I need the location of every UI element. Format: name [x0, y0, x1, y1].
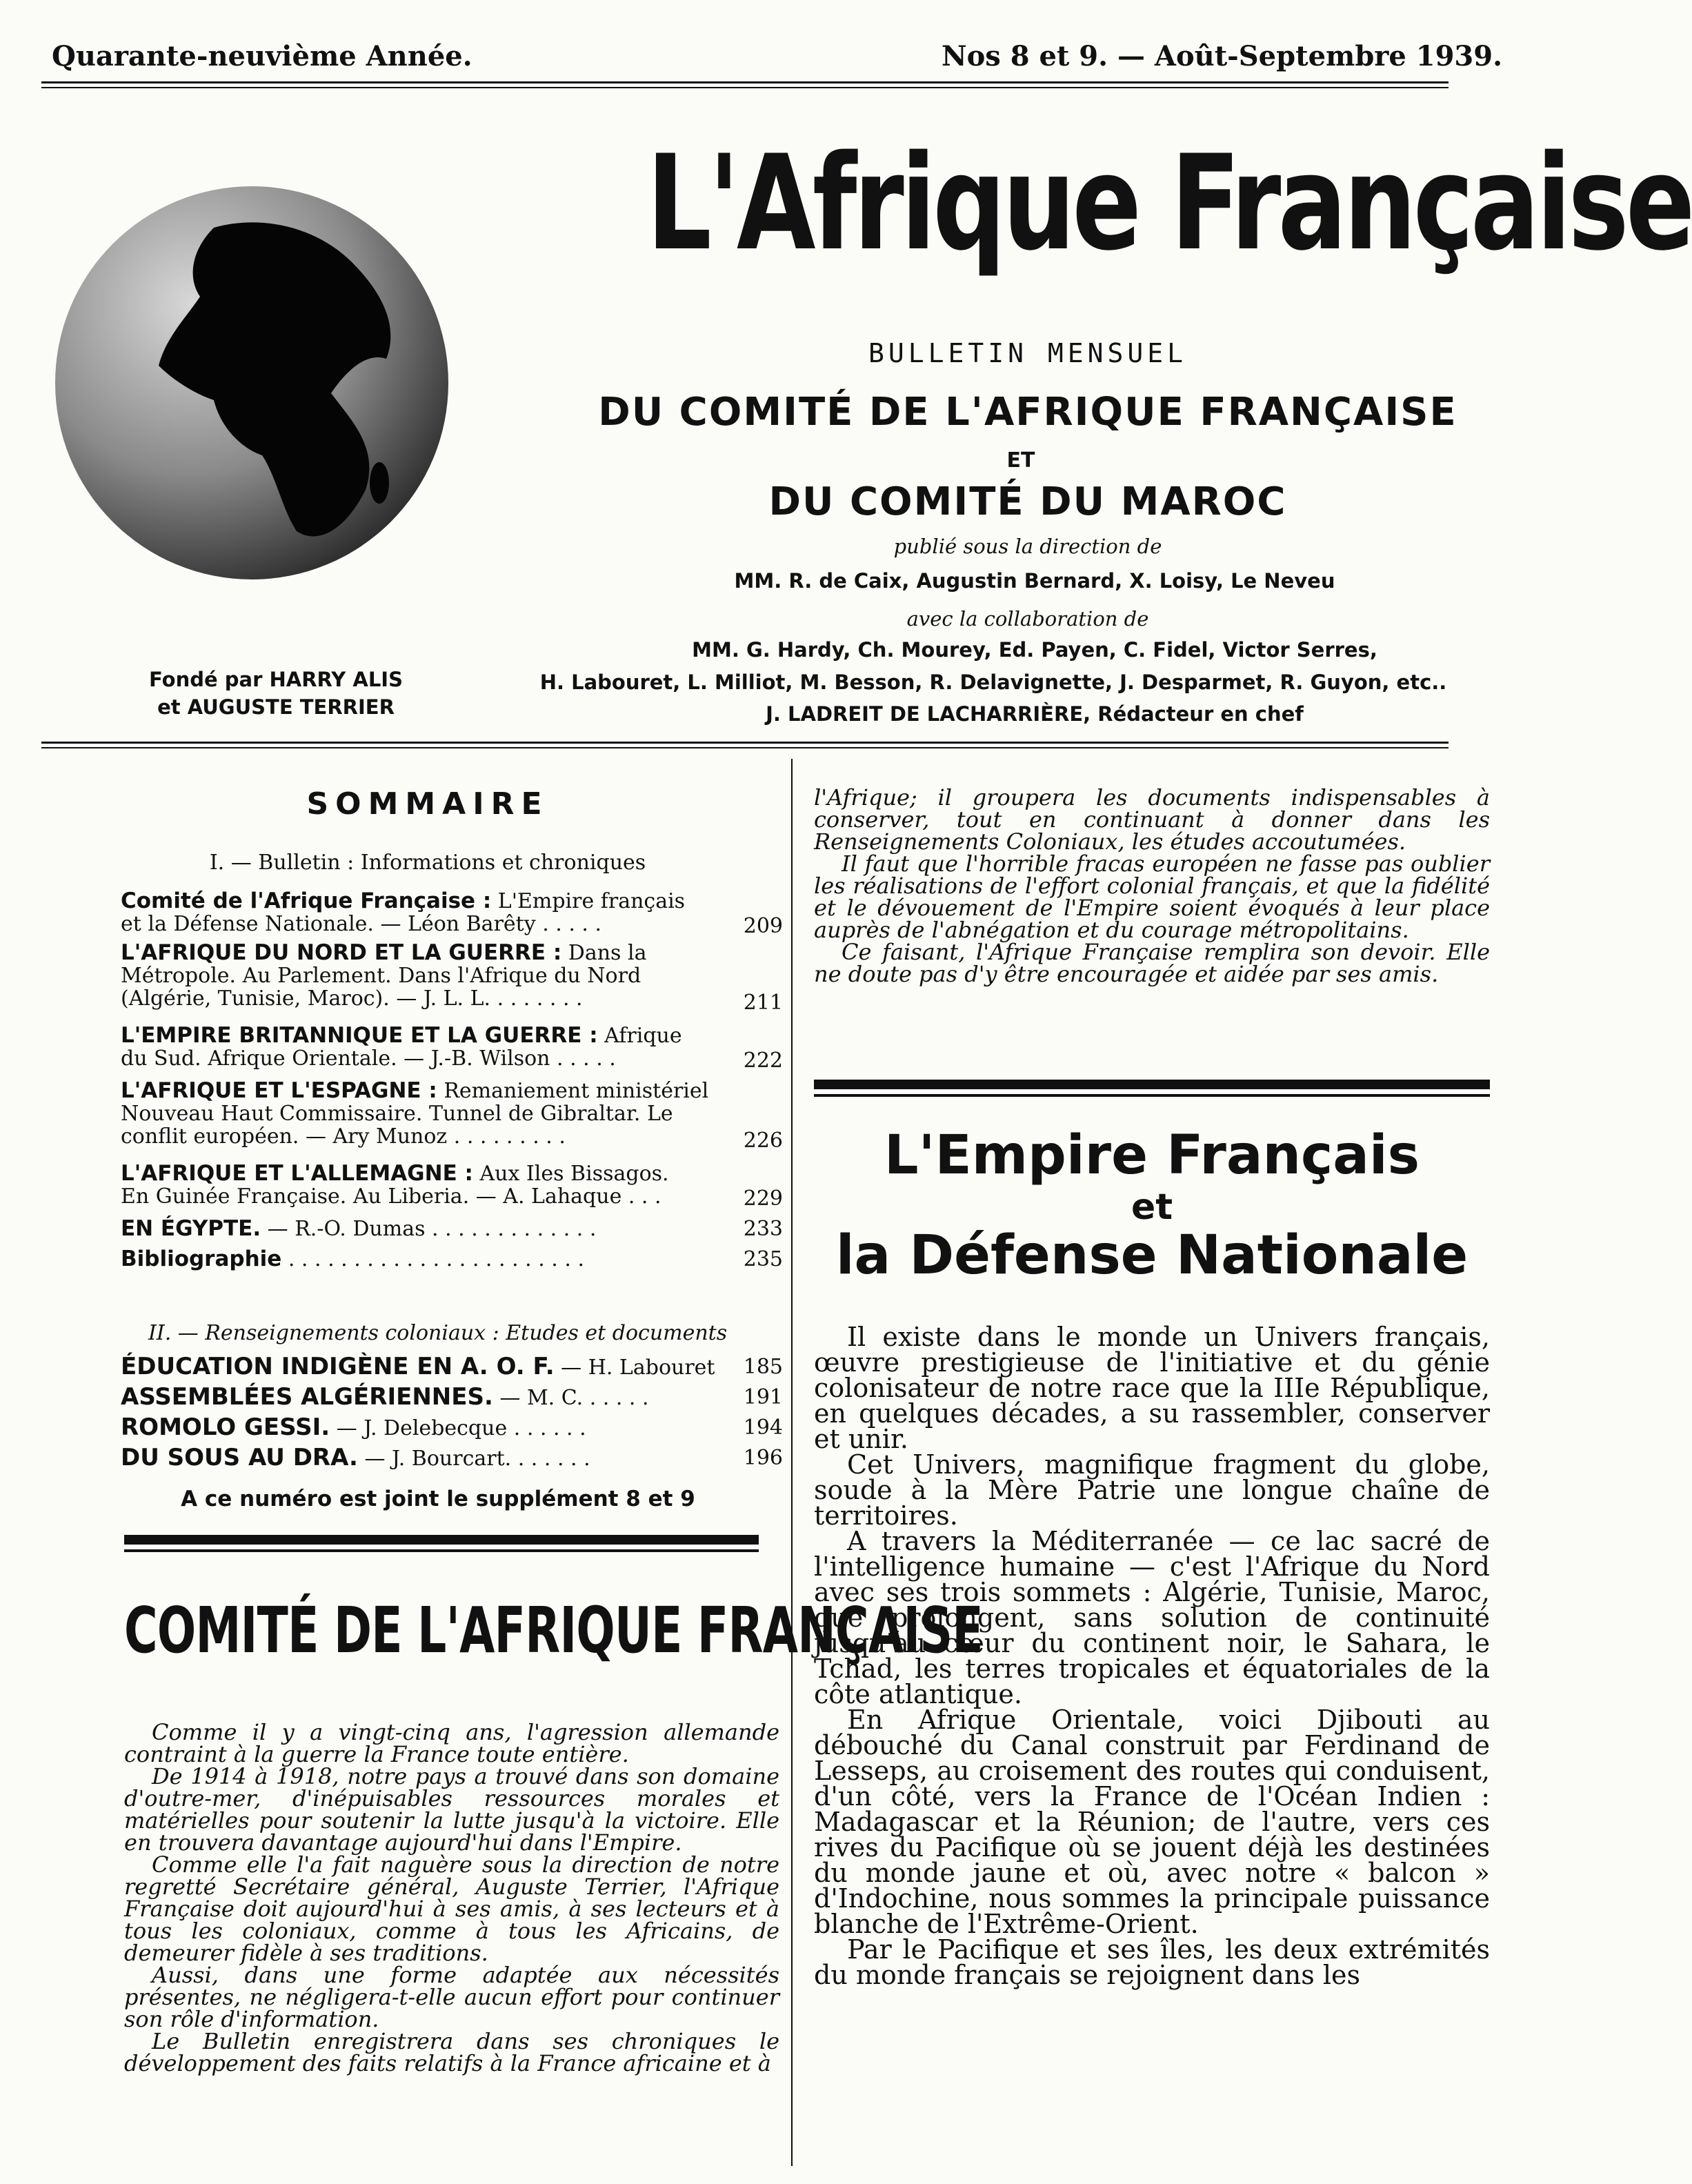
- sommaire-title: SOMMAIRE: [306, 786, 549, 822]
- comite-p1: Comme il y a vingt-cinq ans, l'agression allemande contraint à la guerre la France toute entière.: [124, 1719, 779, 1767]
- sommaire-part2: II. — Renseignements coloniaux : Etudes et documents: [148, 1321, 728, 1345]
- collaborators-2: H. Labouret, L. Milliot, M. Besson, R. Delavignette, J. Desparmet, R. Guyon, etc..: [539, 671, 1447, 694]
- comite-continued: [814, 786, 1490, 985]
- masthead-rule-2: [41, 747, 1449, 748]
- column-divider: [791, 759, 793, 2166]
- empire-p5: Par le Pacifique et ses îles, les deux extrémités du monde français se rejoignent dans les: [814, 1934, 1490, 1990]
- edition-year: Quarante-neuvième Année.: [52, 40, 472, 72]
- empire-article: [814, 1324, 1490, 1988]
- direction-label: publié sous la direction de: [893, 535, 1162, 558]
- bulletin-mensuel: BULLETIN MENSUEL: [868, 338, 1188, 368]
- masthead-rule: [41, 742, 1449, 744]
- thin-rule: [124, 1549, 759, 1552]
- empire-p1: Il existe dans le monde un Univers français, œuvre prestigieuse de l'initiative et du génie colonisateur de notre race que la IIIe République, en quelques décades, a su rassembler, conserver et unir.: [814, 1322, 1490, 1454]
- globe-emblem: [55, 186, 448, 579]
- toc-item[interactable]: ÉDUCATION INDIGÈNE EN A. O. F. — H. Labouret 185: [121, 1353, 783, 1380]
- toc-item[interactable]: EN ÉGYPTE. — R.-O. Dumas . . . . . . . . . . . . . 233: [121, 1216, 783, 1241]
- collaborators-1: MM. G. Hardy, Ch. Mourey, Ed. Payen, C. Fidel, Victor Serres,: [692, 638, 1377, 662]
- thick-rule: [124, 1535, 759, 1545]
- toc-item[interactable]: Bibliographie . . . . . . . . . . . . . . . . . . . . . . . 235: [121, 1247, 783, 1271]
- toc-item[interactable]: Comité de l'Afrique Française : L'Empire français et la Défense Nationale. — Léon Barêty . . . . . 209: [121, 889, 783, 938]
- sommaire-part1: I. — Bulletin : Informations et chroniques: [209, 851, 646, 875]
- issue-date: Nos 8 et 9. — Août-Septembre 1939.: [942, 40, 1503, 72]
- sommaire-list-1: [121, 890, 783, 1278]
- toc-item[interactable]: ASSEMBLÉES ALGÉRIENNES. — M. C. . . . . . 191: [121, 1383, 783, 1411]
- toc-item[interactable]: L'AFRIQUE ET L'ESPAGNE : Remaniement ministériel Nouveau Haut Commissaire. Tunnel de Gibraltar. Le conflit européen. — Ary Munoz . . . . . . . . . 226: [121, 1078, 783, 1153]
- comite-p4: Aussi, dans une forme adaptée aux nécessités présentes, ne négligera-t-elle aucun effort pour continuer son rôle d'information.: [124, 1962, 779, 2032]
- comite-article: [124, 1721, 779, 2074]
- thick-rule-right: [814, 1080, 1490, 1089]
- right-p3: Ce faisant, l'Afrique Française remplira son devoir. Elle ne doute pas d'y être encouragée et aidée par ses amis.: [814, 939, 1490, 987]
- supplement-note: A ce numéro est joint le supplément 8 et 9: [181, 1487, 695, 1511]
- et-label: ET: [1006, 448, 1035, 473]
- empire-title-1: L'Empire Français: [884, 1124, 1420, 1187]
- header-rule: [41, 81, 1449, 83]
- empire-p3: A travers la Méditerranée — ce lac sacré de l'intelligence humaine — c'est l'Afrique du Nord avec ses trois sommets : Algérie, Tunisie, Maroc, que prolongent, sans solution de continuité jusqu'au cœur du continent noir, le Sahara, le Tchad, les terres tropicales et équatoriales de la côte atlantique.: [814, 1526, 1490, 1709]
- founder-2: et AUGUSTE TERRIER: [157, 695, 395, 719]
- comite-title: COMITÉ DE L'AFRIQUE FRANÇAISE: [124, 1594, 983, 1667]
- toc-item[interactable]: DU SOUS AU DRA. — J. Bourcart. . . . . . . 196: [121, 1444, 783, 1471]
- empire-p4: En Afrique Orientale, voici Djibouti au débouché du Canal construit par Ferdinand de Lesseps, au croisement des routes qui conduisent, d'un côté, vers la France de l'Océan Indien : Madagascar et la Réunion; de l'autre, vers ces rives du Pacifique où se jouent déjà les destinées du monde jaune et où, avec notre « balcon » d'Indochine, nous sommes la principale puissance blanche de l'Extrême-Orient.: [814, 1705, 1490, 1939]
- empire-title-2: et: [1131, 1187, 1173, 1228]
- thin-rule-right: [814, 1094, 1490, 1097]
- header-rule-2: [41, 87, 1449, 88]
- founder-1: Fondé par HARRY ALIS: [149, 668, 403, 691]
- toc-item[interactable]: L'AFRIQUE ET L'ALLEMAGNE : Aux Iles Bissagos. En Guinée Française. Au Liberia. — A. Lahaque . . . 229: [121, 1161, 783, 1211]
- comite-p2: De 1914 à 1918, notre pays a trouvé dans son domaine d'outre-mer, d'inépuisables ressources morales et matérielles pour soutenir la lutte jusqu'à la victoire. Elle en trouvera davantage aujourd'hui dans l'Empire.: [124, 1763, 779, 1856]
- collaboration-label: avec la collaboration de: [906, 607, 1149, 631]
- comite-maroc: DU COMITÉ DU MAROC: [768, 479, 1287, 524]
- sommaire-list-2: [121, 1353, 783, 1477]
- directors: MM. R. de Caix, Augustin Bernard, X. Loisy, Le Neveu: [734, 569, 1335, 593]
- toc-item[interactable]: L'EMPIRE BRITANNIQUE ET LA GUERRE : Afrique du Sud. Afrique Orientale. — J.-B. Wilson . . . . . 222: [121, 1023, 783, 1073]
- redacteur: J. LADREIT DE LACHARRIÈRE, Rédacteur en chef: [766, 702, 1304, 726]
- toc-item[interactable]: L'AFRIQUE DU NORD ET LA GUERRE : Dans la Métropole. Au Parlement. Dans l'Afrique du Nord (Algérie, Tunisie, Maroc). — J. L. L. . . . . . . . 211: [121, 940, 783, 1015]
- comite-p3: Comme elle l'a fait naguère sous la direction de notre regretté Secrétaire général, Auguste Terrier, l'Afrique Française doit aujourd'hui à ses amis, à ses lecteurs et à tous les coloniaux, comme à tous les Africains, de demeurer fidèle à ses traditions.: [124, 1852, 779, 1966]
- toc-item[interactable]: ROMOLO GESSI. — J. Delebecque . . . . . . 194: [121, 1413, 783, 1441]
- right-p1: l'Afrique; il groupera les documents indispensables à conserver, tout en continuant à donner dans les Renseignements Coloniaux, les études accoutumées.: [814, 784, 1490, 855]
- comite-p5: Le Bulletin enregistrera dans ses chroniques le développement des faits relatifs à la France africaine et à: [124, 2028, 779, 2076]
- globe-map-icon: [55, 186, 448, 579]
- empire-p2: Cet Univers, magnifique fragment du globe, soude à la Mère Patrie une longue chaîne de territoires.: [814, 1449, 1490, 1531]
- right-p2: Il faut que l'horrible fracas européen ne fasse pas oublier les réalisations de l'effort colonial français, et que la fidélité et le dévouement de l'Empire soient évoqués à leur place auprès de l'abnégation et du courage métropolitains.: [814, 851, 1490, 943]
- empire-title-3: la Défense Nationale: [835, 1224, 1469, 1287]
- comite-afrique: DU COMITÉ DE L'AFRIQUE FRANÇAISE: [598, 390, 1457, 435]
- masthead-title: L'Afrique Française: [646, 127, 1692, 279]
